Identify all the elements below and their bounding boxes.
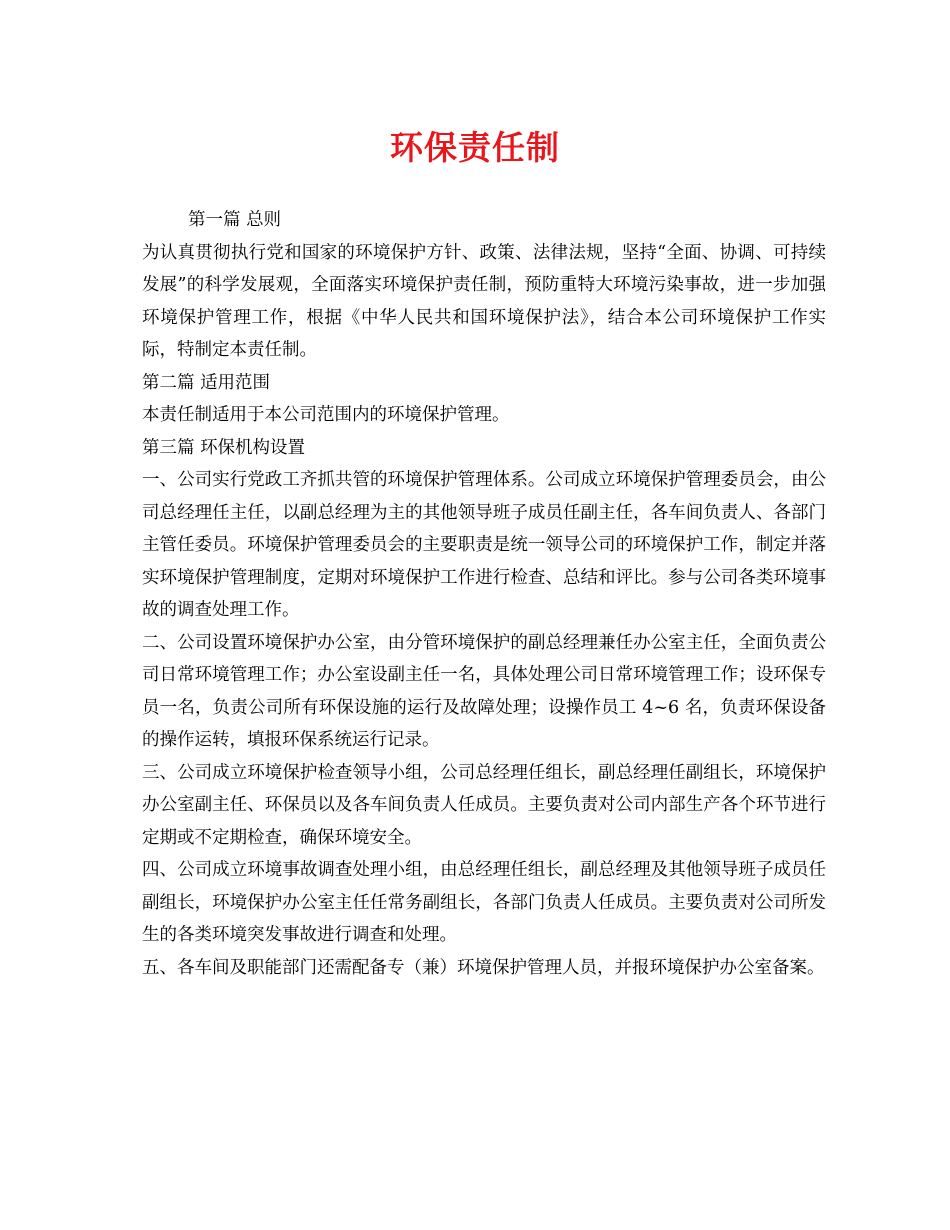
paragraph-item-1: 一、公司实行党政工齐抓共管的环境保护管理体系。公司成立环境保护管理委员会，由公司总经理任主任，以副总经理为主的其他领导班子成员任副主任，各车间负责人、各部门主管任委员。环境保护管理委员会的主要职责是统一领导公司的环境保护工作，制定并落实环境保护管理制度，定期对环境保护工作进行检查、总结和评比。参与公司各类环境事故的调查处理工作。 xyxy=(142,470,826,620)
paragraph-item-3: 三、公司成立环境保护检查领导小组，公司总经理任组长，副总经理任副组长，环境保护办公室副主任、环保员以及各车间负责人任成员。主要负责对公司内部生产各个环节进行定期或不定期检查，确保环境安全。 xyxy=(142,762,826,848)
paragraph-item-2: 二、公司设置环境保护办公室，由分管环境保护的副总经理兼任办公室主任，全面负责公司日常环境管理工作；办公室设副主任一名，具体处理公司日常环境管理工作；设环保专员一名，负责公司所有环保设施的运行及故障处理；设操作员工 4~6 名，负责环保设备的操作运转，填报环保系统运行记录。 xyxy=(142,632,826,750)
document-title: 环保责任制 xyxy=(390,128,560,167)
document-body xyxy=(142,204,826,984)
paragraph-item-5: 五、各车间及职能部门还需配备专（兼）环境保护管理人员，并报环境保护办公室备案。 xyxy=(142,957,825,978)
paragraph-purpose: 为认真贯彻执行党和国家的环境保护方针、政策、法律法规，坚持“全面、协调、可持续发展”的科学发展观，全面落实环境保护责任制，预防重特大环境污染事故，进一步加强环境保护管理工作，根据《中华人民共和国环境保护法》，结合本公司环境保护工作实际，特制定本责任制。 xyxy=(142,242,826,360)
section-heading-scope: 第二篇 适用范围 xyxy=(142,372,271,393)
paragraph-scope: 本责任制适用于本公司范围内的环境保护管理。 xyxy=(142,405,510,425)
section-heading-general: 第一篇 总则 xyxy=(188,210,282,230)
paragraph-item-4: 四、公司成立环境事故调查处理小组，由总经理任组长，副总经理及其他领导班子成员任副组长，环境保护办公室主任任常务副组长，各部门负责人任成员。主要负责对公司所发生的各类环境突发事故进行调查和处理。 xyxy=(142,860,826,945)
section-heading-organization: 第三篇 环保机构设置 xyxy=(142,437,306,458)
